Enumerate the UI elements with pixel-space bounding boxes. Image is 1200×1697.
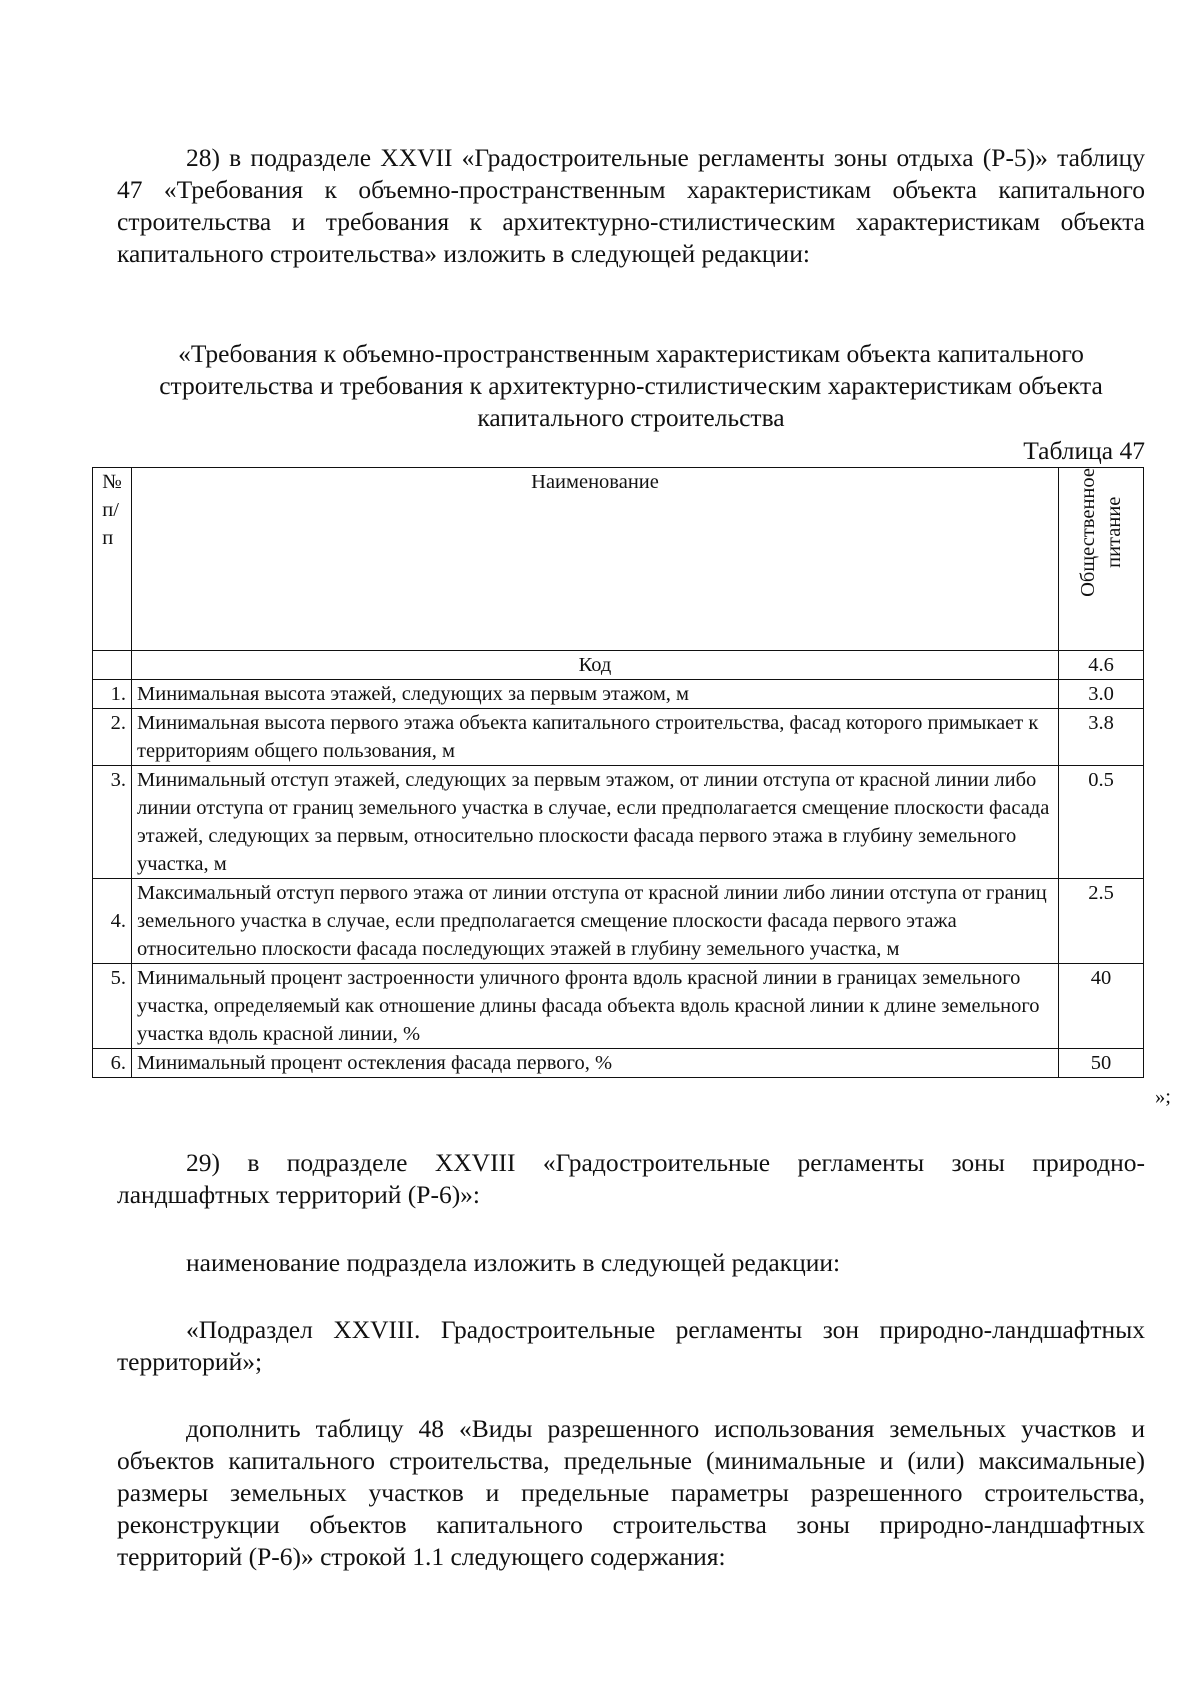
paragraph-29-title: «Подраздел XXVIII. Градостроительные регламенты зон природно-ландшафтных территорий»; <box>117 1315 1145 1376</box>
row-value: 0.5 <box>1059 766 1144 879</box>
row-value: 3.8 <box>1059 709 1144 766</box>
table-title: «Требования к объемно-пространственным характеристикам объекта капитального строительства и требования к архитектурно-стилистическим характеристикам объекта капитального строительства <box>159 339 1103 432</box>
row-value: 2.5 <box>1059 879 1144 964</box>
paragraph-29-supplement: дополнить таблицу 48 «Виды разрешенного использования земельных участков и объектов капитального строительства, предельные (минимальные и (или) максимальные) размеры земельных участков и предельные параметры разрешенного строительства, реконструкции объектов капитального строительства зоны природно-ландшафтных территорий (Р-6)» строкой 1.1 следующего содержания: <box>117 1414 1145 1571</box>
row-number: 1. <box>93 680 132 709</box>
paragraph-28: 28) в подразделе XXVII «Градостроительные регламенты зоны отдыха (Р-5)» таблицу 47 «Требования к объемно-пространственным характеристикам объекта капитального строительства и требования к архитектурно-стилистическим характеристикам объекта капитального строительства» изложить в следующей редакции: <box>117 143 1145 268</box>
row-number: 2. <box>93 709 132 766</box>
header-number-label: № п/ п <box>102 471 122 549</box>
row-value: 50 <box>1059 1049 1144 1078</box>
header-number <box>93 468 132 651</box>
row-name: Минимальный отступ этажей, следующих за первым этажом, от линии отступа от красной линии либо линии отступа от границ земельного участка в случае, если предполагается смещение плоскости фасада этажей, следующих за первым, относительно плоскости фасада первого этажа в глубину земельного участка, м <box>132 766 1059 879</box>
code-value: 4.6 <box>1059 651 1144 680</box>
table-row <box>93 709 1144 766</box>
table-row <box>93 879 1144 964</box>
row-name: Минимальная высота первого этажа объекта капитального строительства, фасад которого примыкает к территориям общего пользования, м <box>132 709 1059 766</box>
table-header-row <box>93 468 1144 651</box>
code-row-number <box>93 651 132 680</box>
table-row <box>93 680 1144 709</box>
header-value-label: Общественное питание <box>1077 468 1125 597</box>
row-number: 3. <box>93 766 132 879</box>
table-row <box>93 1049 1144 1078</box>
header-name <box>132 468 1059 651</box>
row-name: Максимальный отступ первого этажа от линии отступа от красной линии либо линии отступа от границ земельного участка в случае, если предполагается смещение плоскости фасада первого этажа относительно плоскости фасада последующих этажей в глубину земельного участка, м <box>132 879 1059 964</box>
row-name: Минимальный процент остекления фасада первого, % <box>132 1049 1059 1078</box>
row-name: Минимальный процент застроенности уличного фронта вдоль красной линии в границах земельного участка, определяемый как отношение длины фасада объекта вдоль красной линии к длине земельного участка вдоль красной линии, % <box>132 964 1059 1049</box>
row-number: 6. <box>93 1049 132 1078</box>
code-label: Код <box>132 651 1059 680</box>
closing-quote: »; <box>1155 1086 1171 1108</box>
regulation-table <box>92 467 1144 1078</box>
table-row <box>93 766 1144 879</box>
header-value <box>1059 468 1144 651</box>
table-row <box>93 964 1144 1049</box>
row-number: 4. <box>93 879 132 964</box>
row-value: 3.0 <box>1059 680 1144 709</box>
table-caption: Таблица 47 <box>1023 436 1145 465</box>
header-name-label: Наименование <box>531 471 659 493</box>
code-row <box>93 651 1144 680</box>
row-value: 40 <box>1059 964 1144 1049</box>
row-name: Минимальная высота этажей, следующих за первым этажом, м <box>132 680 1059 709</box>
paragraph-29: 29) в подразделе XXVIII «Градостроительные регламенты зоны природно-ландшафтных территорий (Р-6)»: <box>117 1148 1145 1209</box>
paragraph-29-rename: наименование подраздела изложить в следующей редакции: <box>186 1248 841 1277</box>
row-number: 5. <box>93 964 132 1049</box>
